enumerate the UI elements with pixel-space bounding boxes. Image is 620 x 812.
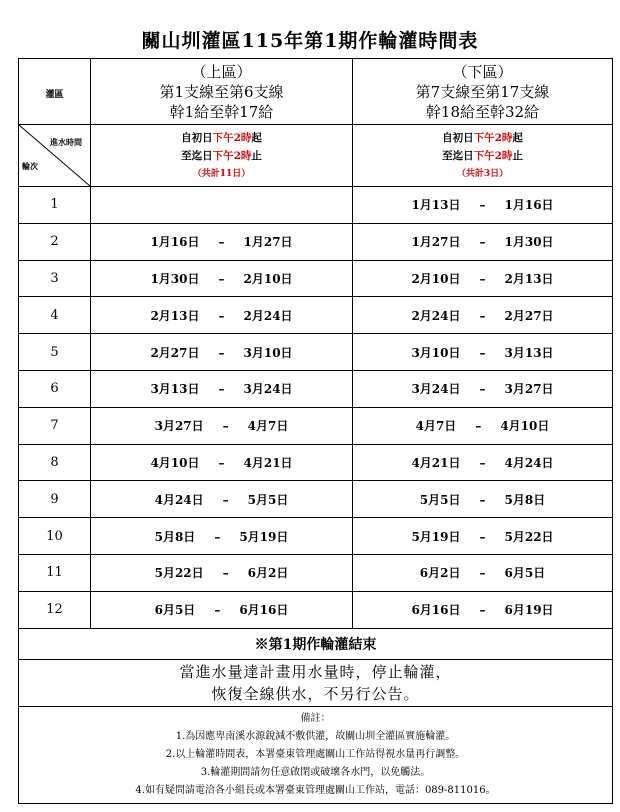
lower-end-date: 2月27日 <box>504 308 554 323</box>
date-range-dash: – <box>214 603 221 618</box>
schedule-row <box>19 187 613 224</box>
upper-start-date: 6月5日 <box>154 603 196 618</box>
schedule-row <box>19 518 613 555</box>
date-range-dash: – <box>218 345 225 360</box>
round-number: 8 <box>19 444 91 481</box>
round-number: 5 <box>19 334 91 371</box>
lower-start-date: 4月21日 <box>411 455 461 470</box>
diagonal-line <box>19 125 90 186</box>
date-range-dash: – <box>218 235 225 250</box>
lower-end-date: 5月22日 <box>504 529 554 544</box>
upper-zone-header <box>91 59 353 125</box>
upper-start-date: 1月16日 <box>150 235 200 250</box>
date-range-dash: – <box>479 382 486 397</box>
lower-start-date: 4月7日 <box>415 419 457 434</box>
start-prefix: 自初日 <box>181 131 213 144</box>
schedule-row <box>19 481 613 518</box>
lower-start-date: 5月19日 <box>411 529 461 544</box>
notes-heading: 備註： <box>300 712 331 724</box>
date-range-dash: – <box>218 271 225 286</box>
date-range-dash: – <box>479 235 486 250</box>
end-prefix: 至迄日 <box>181 149 213 162</box>
round-number: 3 <box>19 260 91 297</box>
end-time: 下午2時 <box>473 149 513 162</box>
upper-zone-period <box>91 444 353 481</box>
lower-zone-period <box>353 187 613 224</box>
upper-end-date: 2月24日 <box>243 308 293 323</box>
round-number: 9 <box>19 481 91 518</box>
lower-zone-period <box>353 518 613 555</box>
note-item: 3.輪灌期間請勿任意啟閉或破壞各水門，以免觸法。 <box>200 766 431 778</box>
lower-zone-period <box>353 334 613 371</box>
schedule-row <box>19 260 613 297</box>
round-number: 10 <box>19 518 91 555</box>
upper-end-date: 5月19日 <box>239 529 289 544</box>
date-range-dash: – <box>214 529 221 544</box>
upper-end-date: 3月24日 <box>243 382 293 397</box>
note-item: 4.如有疑問請電洽各小組長或本署臺東管理處關山工作站，電話：089-811016。 <box>135 784 496 796</box>
lower-total-days: （共計3日） <box>456 168 509 179</box>
upper-zone-period <box>91 370 353 407</box>
round-number: 7 <box>19 407 91 444</box>
schedule-row <box>19 297 613 334</box>
lower-end-date: 2月13日 <box>504 271 554 286</box>
supply-notice <box>19 659 613 706</box>
round-label: 輪次 <box>22 161 38 171</box>
lower-start-date: 1月13日 <box>411 198 461 213</box>
supply-line-2: 恢復全線供水，不另行公告。 <box>211 684 420 703</box>
upper-zone-period <box>91 407 353 444</box>
note-item: 1.為因應卑南溪水源銳減不敷供灌，故關山圳全灌區實施輪灌。 <box>175 730 456 742</box>
end-suffix: 止 <box>512 149 523 162</box>
upper-start-date: 5月8日 <box>154 529 196 544</box>
schedule-row <box>19 407 613 444</box>
lower-start-date: 3月10日 <box>411 345 461 360</box>
start-suffix: 起 <box>512 131 523 144</box>
upper-zone-period <box>91 334 353 371</box>
upper-time-header <box>91 125 353 187</box>
upper-zone-period <box>91 554 353 591</box>
end-prefix: 至迄日 <box>442 149 474 162</box>
lower-start-date: 6月2日 <box>419 566 461 581</box>
lower-zone-period <box>353 554 613 591</box>
date-range-dash: – <box>222 492 229 507</box>
zone-label-cell <box>19 59 91 125</box>
start-time: 下午2時 <box>212 131 252 144</box>
upper-start-date: 5月22日 <box>154 566 204 581</box>
lower-start-date: 6月16日 <box>411 603 461 618</box>
date-range-dash: – <box>222 419 229 434</box>
start-time: 下午2時 <box>473 131 513 144</box>
upper-start-date: 1月30日 <box>150 271 200 286</box>
round-number: 2 <box>19 223 91 260</box>
date-range-dash: – <box>218 382 225 397</box>
upper-start-date: 2月27日 <box>150 345 200 360</box>
upper-end-date: 6月16日 <box>239 603 289 618</box>
round-number: 1 <box>19 187 91 224</box>
lower-zone-period <box>353 407 613 444</box>
date-range-dash: – <box>218 308 225 323</box>
upper-start-date: 4月24日 <box>154 492 204 507</box>
date-range-dash: – <box>222 566 229 581</box>
upper-zone-period <box>91 187 353 224</box>
lower-zone-period <box>353 223 613 260</box>
lower-zone-range: 幹18給至幹32給 <box>425 102 540 121</box>
lower-start-date: 2月24日 <box>411 308 461 323</box>
upper-start-date: 2月13日 <box>150 308 200 323</box>
lower-start-date: 2月10日 <box>411 271 461 286</box>
lower-start-date: 5月5日 <box>419 492 461 507</box>
upper-zone-period <box>91 591 353 628</box>
upper-zone-period <box>91 260 353 297</box>
lower-zone-header <box>353 59 613 125</box>
round-number: 6 <box>19 370 91 407</box>
lower-end-date: 6月5日 <box>504 566 546 581</box>
end-text: ※第1期作輪灌結束 <box>19 628 613 659</box>
lower-zone-name: （下區） <box>452 62 513 81</box>
upper-zone-period <box>91 297 353 334</box>
schedule-row <box>19 554 613 591</box>
date-range-dash: – <box>479 529 486 544</box>
schedule-row <box>19 370 613 407</box>
date-range-dash: – <box>475 419 482 434</box>
schedule-row <box>19 223 613 260</box>
upper-start-date: 3月27日 <box>154 419 204 434</box>
lower-time-header <box>353 125 613 187</box>
lower-start-date: 3月24日 <box>411 382 461 397</box>
upper-zone-period <box>91 223 353 260</box>
date-range-dash: – <box>479 455 486 470</box>
upper-end-date: 5月5日 <box>247 492 289 507</box>
lower-end-date: 1月16日 <box>504 198 554 213</box>
upper-end-date: 2月10日 <box>243 271 293 286</box>
lower-start-date: 1月27日 <box>411 235 461 250</box>
lower-zone-lines: 第7支線至第17支線 <box>415 82 550 101</box>
upper-end-date: 3月10日 <box>243 345 293 360</box>
upper-end-date: 4月21日 <box>243 455 293 470</box>
upper-zone-range: 幹1給至幹17給 <box>169 102 274 121</box>
round-number: 4 <box>19 297 91 334</box>
end-suffix: 止 <box>251 149 262 162</box>
upper-end-date: 6月2日 <box>247 566 289 581</box>
start-prefix: 自初日 <box>442 131 474 144</box>
end-row <box>19 628 613 659</box>
lower-end-date: 4月24日 <box>504 455 554 470</box>
date-range-dash: – <box>218 455 225 470</box>
upper-zone-name: （上區） <box>191 62 252 81</box>
notes-row <box>19 706 613 803</box>
upper-total-days: （共計11日） <box>192 168 251 179</box>
lower-zone-period <box>353 444 613 481</box>
upper-zone-period <box>91 481 353 518</box>
date-range-dash: – <box>479 271 486 286</box>
zone-label: 灌區 <box>45 90 64 100</box>
lower-zone-period <box>353 591 613 628</box>
lower-zone-period <box>353 260 613 297</box>
lower-end-date: 6月19日 <box>504 603 554 618</box>
lower-end-date: 4月10日 <box>500 419 550 434</box>
lower-end-date: 3月27日 <box>504 382 554 397</box>
schedule-row <box>19 444 613 481</box>
date-range-dash: – <box>479 566 486 581</box>
round-number: 12 <box>19 591 91 628</box>
intake-time-label: 進水時間 <box>50 137 82 147</box>
lower-end-date: 5月8日 <box>504 492 546 507</box>
page-title: 關山圳灌區115年第1期作輪灌時間表 <box>141 30 479 52</box>
date-range-dash: – <box>479 308 486 323</box>
zone-header-row <box>19 59 613 125</box>
rotation-schedule-table <box>18 58 613 804</box>
diagonal-header-cell <box>19 125 91 187</box>
lower-zone-period <box>353 481 613 518</box>
end-time: 下午2時 <box>212 149 252 162</box>
upper-start-date: 3月13日 <box>150 382 200 397</box>
date-range-dash: – <box>479 603 486 618</box>
schedule-row <box>19 591 613 628</box>
schedule-row <box>19 334 613 371</box>
upper-end-date: 4月7日 <box>247 419 289 434</box>
note-item: 2.以上輪灌時間表，本署臺東管理處關山工作站得視水量再行調整。 <box>165 748 466 760</box>
upper-end-date: 1月27日 <box>243 235 293 250</box>
supply-line-1: 當進水量達計畫用水量時，停止輪灌， <box>179 662 452 681</box>
upper-start-date: 4月10日 <box>150 455 200 470</box>
round-number: 11 <box>19 554 91 591</box>
start-suffix: 起 <box>251 131 262 144</box>
lower-zone-period <box>353 297 613 334</box>
lower-end-date: 1月30日 <box>504 235 554 250</box>
date-range-dash: – <box>479 198 486 213</box>
supply-row <box>19 659 613 706</box>
date-range-dash: – <box>479 345 486 360</box>
upper-zone-period <box>91 518 353 555</box>
date-range-dash: – <box>479 492 486 507</box>
lower-end-date: 3月13日 <box>504 345 554 360</box>
time-header-row <box>19 125 613 187</box>
lower-zone-period <box>353 370 613 407</box>
upper-zone-lines: 第1支線至第6支線 <box>159 82 284 101</box>
notes-cell <box>19 706 613 803</box>
